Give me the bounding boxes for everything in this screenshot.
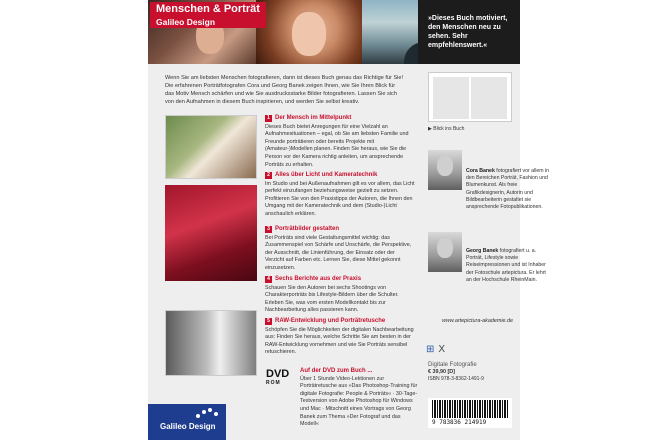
category: Digitale Fotografie (428, 362, 477, 368)
book-preview-thumbnail (428, 72, 512, 122)
author-name: Georg Banek (466, 248, 499, 254)
quote-source: fotoforum (625, 44, 656, 51)
galileo-dots-icon (196, 408, 220, 422)
dvd-info (300, 368, 418, 429)
review-quote: »Dieses Buch motiviert, den Menschen neu zu sehen. Sehr empfehlenswert.« (428, 15, 508, 49)
intro-text: Wenn Sie am liebsten Menschen fotografieren, dann ist dieses Buch genau das Richtige für Sie! Die erfahrenen Porträtfotografen Cora und Georg Banek zeigen Ihnen, wie Sie Ihren Blick für das Motiv Mensch schärfen und wie Sie ausdrucksstarke Bilder fotografieren. Lassen Sie sich von den Aufnahmen in diesem Buch inspirieren, und werden Sie selbst kreativ. (165, 75, 404, 105)
barcode (428, 398, 512, 428)
publisher-tag: Galileo Design (150, 16, 226, 28)
dvd-sublabel: ROM (266, 380, 281, 386)
imprint (428, 362, 512, 383)
section-1 (265, 115, 415, 169)
barcode-number: 9 783836 214919 (432, 419, 487, 426)
quote-box (418, 0, 520, 64)
section-text: Schöpfen Sie die Möglichkeiten der digitalen Nachbearbeitung aus: Finden Sie heraus, welche Schritte Sie am besten in der RAW-Entwicklung vornehmen und wie Sie Porträts sensibel retuschieren. (265, 326, 414, 356)
photo-family (165, 115, 257, 179)
dvd-rom-icon (266, 368, 296, 386)
section-3 (265, 226, 415, 273)
section-number: 3 (265, 226, 272, 233)
os-icons (426, 344, 445, 355)
section-text: Bei Porträts sind viele Gestaltungsmittel wichtig: das Zusammenspiel von Schärfe und Unschärfe, die Perspektive, der Ausschnitt, die Linienführung, der Einsatz oder der Verzicht auf Farben etc. Lernen Sie, diese Mittel gekonnt einzusetzen. (265, 234, 412, 271)
section-title: Alles über Licht und Kameratechnik (275, 172, 378, 178)
dvd-description: Über 1 Stunde Video-Lektionen zur Porträtretusche aus »Das Photoshop-Training für digitale Fotografie: People & Porträts« · 30-Tage-Testversion von Adobe Photoshop für Windows und Mac · Mitschnitt eines Vortrags von Georg Banek zum Thema »Der Fotograf und das Modell« (300, 375, 418, 428)
dvd-label: DVD (266, 368, 290, 380)
header-photo-redhead (256, 0, 362, 64)
author-bio-georg (466, 248, 550, 284)
dvd-title: Auf der DVD zum Buch ... (300, 368, 373, 374)
author-name: Cora Banek (466, 168, 495, 174)
section-number: 5 (265, 318, 272, 325)
section-number: 1 (265, 115, 272, 122)
section-title: Der Mensch im Mittelpunkt (275, 115, 352, 121)
section-text: Schauen Sie den Autoren bei sechs Shootings von Charakterporträts bis Lifestyle-Bildern über die Schulter. Erleben Sie, was vom ersten Modellkontakt bis zur Nachbearbeitung alles passieren kann. (265, 284, 399, 314)
author-bio-cora (466, 168, 550, 211)
section-text: Dieses Buch bietet Anregungen für eine Vielzahl an Aufnahmesituationen – egal, ob Sie am liebsten Familie und Freunde porträtieren oder bereits Projekte mit (Amateur-)Modellen planen. Finden Sie heraus, wie Sie die Person vor der Kamera richtig anleiten, um ansprechende Porträts zu erhalten. (265, 123, 409, 168)
section-4 (265, 276, 415, 315)
photo-couple (165, 310, 257, 376)
section-number: 2 (265, 172, 272, 179)
author-photo-georg (428, 232, 462, 272)
author-photo-cora (428, 150, 462, 190)
section-title: Sechs Berichte aus der Praxis (275, 276, 362, 282)
section-2 (265, 172, 415, 219)
section-title: RAW-Entwicklung und Porträtretusche (275, 318, 386, 324)
section-5 (265, 318, 415, 357)
mac-os-x-icon: X (438, 344, 446, 355)
preview-caption: ▶ Blick ins Buch (428, 126, 465, 132)
barcode-bars-icon (432, 400, 508, 418)
windows-icon: ⊞ (426, 344, 435, 355)
section-text: Im Studio und bei Außenaufnahmen gilt es vor allem, das Licht perfekt einzufangen beziehungsweise gezielt zu setzen. Profitieren Sie von den Praxistipps der Autoren, die Ihnen den Umgang mit der Kameratechnik und dem (Studio-)Licht anschaulich erklären. (265, 180, 415, 217)
isbn: ISBN 978-3-8362-1491-9 (428, 376, 484, 382)
section-title: Porträtbilder gestalten (275, 226, 340, 232)
publisher-logo-text: Galileo Design (160, 422, 216, 431)
photo-red-hair (165, 185, 257, 281)
book-title: Menschen & Porträt (156, 3, 260, 15)
price: € 39,90 [D] (428, 369, 455, 375)
website-url: www.artepictura-akademie.de (442, 318, 514, 324)
section-number: 4 (265, 276, 272, 283)
author-bio: fotografiert u. a. Porträt, Lifestyle sowie Reiseimpressionen und ist Inhaber der Fotoschule artepictura. Er lehrt an der Hochschule RheinMain. (466, 248, 546, 283)
author-bio: fotografiert vor allem in den Bereichen Porträt, Fashion und Blumenkunst. Als freie Grafikdesignerin, Autorin und Bildbearbeiterin gestaltet sie ansprechende Fotopublikationen. (466, 168, 550, 211)
